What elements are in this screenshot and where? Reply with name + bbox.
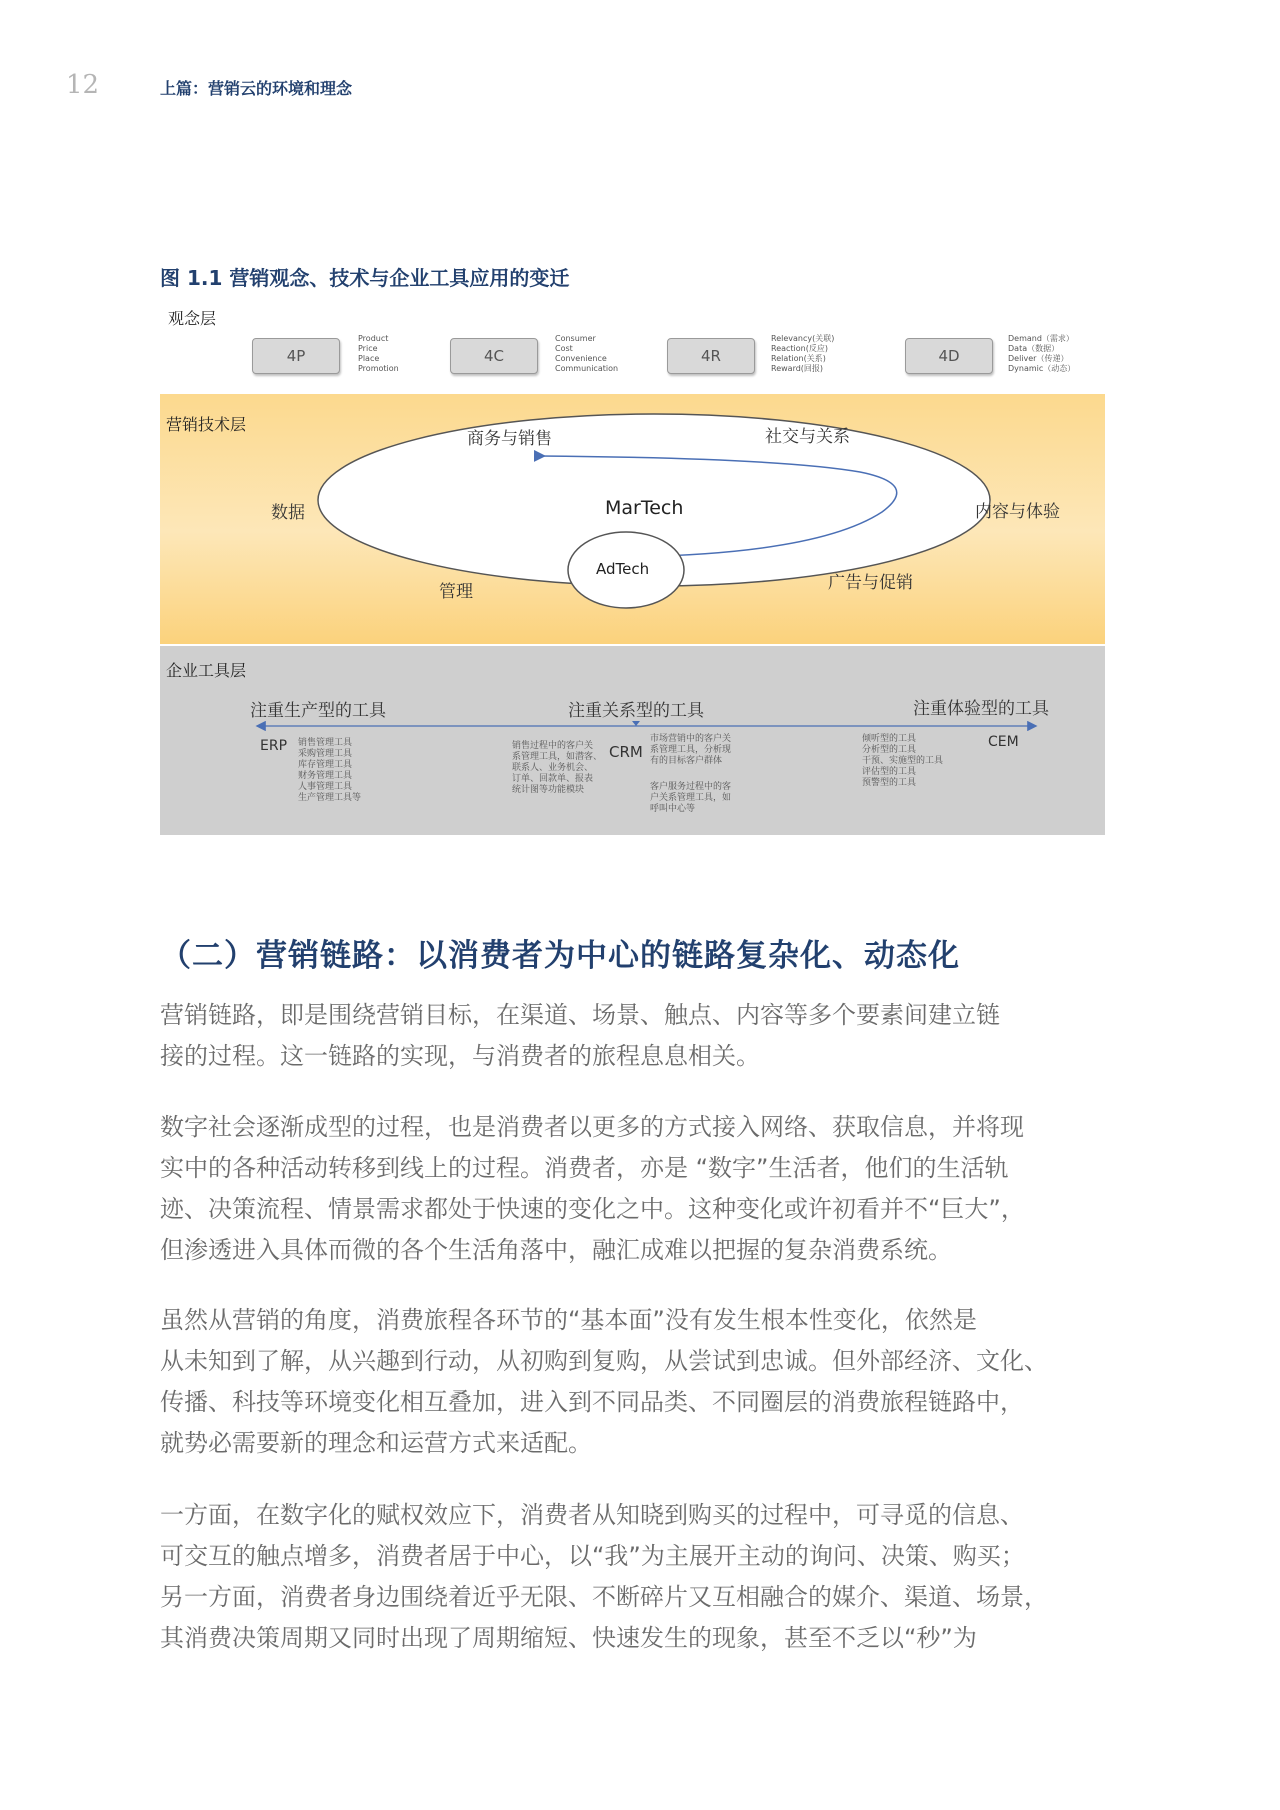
list-item: 采购管理工具: [298, 749, 353, 759]
concept-box-4r: 4R: [667, 338, 755, 374]
figure-caption: 图 1.1 营销观念、技术与企业工具应用的变迁: [160, 266, 570, 290]
concept-term: Deliver（传递）: [1008, 354, 1069, 363]
concept-term: Product: [358, 334, 389, 343]
text-line: 可交互的触点增多，消费者居于中心，以“我”为主展开主动的询问、决策、购买；: [160, 1542, 1025, 1570]
evolution-diagram: [160, 300, 1105, 835]
concept-box-4c: 4C: [450, 338, 538, 374]
paragraph-3: [160, 1300, 1105, 1464]
list-item: 订单、回款单、报表: [512, 774, 594, 784]
concept-term: Cost: [555, 344, 573, 353]
crm-marketing-list: [650, 734, 731, 767]
text-line: 迹、决策流程、情景需求都处于快速的变化之中。这种变化或许初看并不“巨大”，: [160, 1195, 1025, 1223]
concept-term: Demand（需求）: [1008, 334, 1074, 343]
crm-sales-list: [512, 741, 602, 796]
tech-layer-label: 营销技术层: [166, 415, 247, 434]
text-line: 一方面，在数字化的赋权效应下，消费者从知晓到购买的过程中，可寻觅的信息、: [160, 1501, 1024, 1529]
list-item: 户关系管理工具，如: [650, 793, 732, 803]
list-item: 倾听型的工具: [862, 734, 917, 744]
social-label: 社交与关系: [765, 427, 850, 447]
concept-terms-4p: [358, 334, 399, 374]
list-item: 有的目标客户群体: [650, 756, 723, 766]
text-line: 接的过程。这一链路的实现，与消费者的旅程息息相关。: [160, 1042, 760, 1070]
list-item: 财务管理工具: [298, 771, 353, 781]
concept-term: Consumer: [555, 334, 596, 343]
list-item: 干预、实施型的工具: [862, 756, 944, 766]
content-label: 内容与体验: [975, 502, 1060, 522]
cem-tool-list: [862, 734, 943, 789]
list-item: 人事管理工具: [298, 782, 353, 792]
text-line: 从未知到了解，从兴趣到行动，从初购到复购，从尝试到忠诚。但外部经济、文化、: [160, 1347, 1048, 1375]
list-item: 系管理工具，如潜客、: [512, 752, 603, 762]
text-line: 虽然从营销的角度，消费旅程各环节的“基本面”没有发生根本性变化，依然是: [160, 1306, 977, 1334]
list-item: 生产管理工具等: [298, 793, 362, 803]
experience-tools-label: 注重体验型的工具: [913, 699, 1049, 719]
concept-terms-4d: [1008, 334, 1075, 374]
data-label: 数据: [271, 503, 305, 523]
concept-layer-label: 观念层: [168, 309, 217, 328]
concept-term: Price: [358, 344, 378, 353]
concept-term: Place: [358, 354, 380, 363]
paragraph-1: [160, 995, 1105, 1077]
concept-box-4d: 4D: [905, 338, 993, 374]
running-title: 上篇：营销云的环境和理念: [160, 79, 353, 98]
cem-label: CEM: [988, 734, 1019, 750]
management-label: 管理: [439, 582, 473, 602]
advertising-label: 广告与促销: [828, 573, 913, 593]
crm-label: CRM: [609, 743, 643, 761]
list-item: 市场营销中的客户关: [650, 734, 732, 744]
relationship-tools-label: 注重关系型的工具: [568, 701, 704, 721]
paragraph-2: [160, 1107, 1105, 1271]
text-line: 数字社会逐渐成型的过程，也是消费者以更多的方式接入网络、获取信息，并将现: [160, 1113, 1024, 1141]
list-item: 分析型的工具: [862, 745, 917, 755]
text-line: 其消费决策周期又同时出现了周期缩短、快速发生的现象，甚至不乏以“秒”为: [160, 1624, 977, 1652]
concept-term: Reaction(反应): [771, 344, 828, 353]
list-item: 销售过程中的客户关: [512, 741, 594, 751]
text-line: 但渗透进入具体而微的各个生活角落中，融汇成难以把握的复杂消费系统。: [160, 1236, 952, 1264]
text-line: 另一方面，消费者身边围绕着近乎无限、不断碎片又互相融合的媒介、渠道、场景，: [160, 1583, 1048, 1611]
concept-term: Convenience: [555, 354, 607, 363]
list-item: 客户服务过程中的客: [650, 782, 732, 792]
martech-label: MarTech: [605, 497, 684, 519]
paragraph-4: [160, 1495, 1105, 1659]
list-item: 呼叫中心等: [650, 804, 696, 814]
concept-term: Reward(回报): [771, 364, 824, 373]
concept-term: Relation(关系): [771, 354, 826, 363]
concept-term: Data（数据）: [1008, 344, 1060, 353]
concept-terms-4r: [771, 334, 834, 374]
concept-term: Dynamic（动态）: [1008, 364, 1076, 373]
list-item: 库存管理工具: [298, 760, 353, 770]
text-line: 营销链路，即是围绕营销目标，在渠道、场景、触点、内容等多个要素间建立链: [160, 1001, 1000, 1029]
text-line: 就势必需要新的理念和运营方式来适配。: [160, 1429, 592, 1457]
tool-layer-label: 企业工具层: [166, 661, 247, 680]
list-item: 系管理工具，分析现: [650, 745, 732, 755]
text-line: 实中的各种活动转移到线上的过程。消费者，亦是 “数字”生活者，他们的生活轨: [160, 1154, 1009, 1182]
list-item: 销售管理工具: [298, 738, 353, 748]
production-tools-label: 注重生产型的工具: [250, 701, 386, 721]
concept-term: Communication: [555, 364, 619, 373]
concept-term: Promotion: [358, 364, 399, 373]
list-item: 评估型的工具: [862, 767, 917, 777]
list-item: 联系人、业务机会、: [512, 763, 594, 773]
list-item: 预警型的工具: [862, 778, 917, 788]
crm-service-list: [650, 782, 731, 815]
section-title: （二）营销链路：以消费者为中心的链路复杂化、动态化: [160, 938, 960, 974]
commerce-label: 商务与销售: [467, 429, 552, 449]
text-line: 传播、科技等环境变化相互叠加，进入到不同品类、不同圈层的消费旅程链路中，: [160, 1388, 1024, 1416]
page-number: 12: [66, 70, 100, 100]
erp-label: ERP: [260, 738, 288, 754]
concept-box-4p: 4P: [252, 338, 340, 374]
erp-tool-list: [298, 738, 361, 804]
adtech-label: AdTech: [596, 560, 650, 578]
concept-terms-4c: [555, 334, 618, 374]
list-item: 统计图等功能模块: [512, 785, 585, 795]
concept-term: Relevancy(关联): [771, 334, 835, 343]
